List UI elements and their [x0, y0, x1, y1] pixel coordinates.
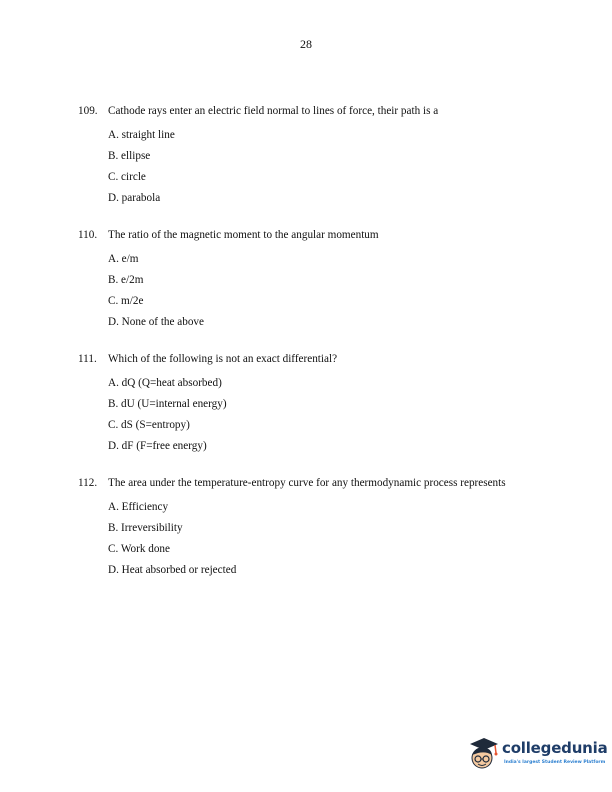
question-number: 109. — [78, 105, 98, 117]
options-list — [108, 500, 578, 584]
page-number: 28 — [300, 37, 312, 51]
option-a: A. straight line — [108, 129, 175, 141]
option-d: D. dF (F=free energy) — [108, 440, 207, 452]
option-b: B. ellipse — [108, 150, 151, 162]
question-112 — [78, 476, 578, 584]
option-b: B. e/2m — [108, 274, 144, 286]
option-b: B. Irreversibility — [108, 522, 183, 534]
question-number: 111. — [78, 353, 97, 365]
question-line — [78, 228, 578, 242]
options-list — [108, 252, 578, 336]
question-text: The ratio of the magnetic moment to the angular momentum — [108, 229, 379, 241]
question-111 — [78, 352, 578, 460]
logo-brand: collegedunia — [502, 739, 608, 757]
option-d: D. Heat absorbed or rejected — [108, 564, 237, 576]
option-c: C. dS (S=entropy) — [108, 419, 190, 431]
options-list — [108, 376, 578, 460]
question-109 — [78, 104, 578, 212]
question-110 — [78, 228, 578, 336]
option-a: A. e/m — [108, 253, 139, 265]
option-c: C. m/2e — [108, 295, 144, 307]
option-a: A. dQ (Q=heat absorbed) — [108, 377, 222, 389]
question-text: Which of the following is not an exact differential? — [108, 353, 338, 365]
question-number: 110. — [78, 229, 98, 241]
question-text: Cathode rays enter an electric field normal to lines of force, their path is a — [108, 105, 439, 117]
question-line — [78, 104, 578, 118]
option-d: D. None of the above — [108, 316, 204, 328]
option-c: C. circle — [108, 171, 146, 183]
collegedunia-logo — [464, 734, 608, 778]
question-line — [78, 352, 578, 366]
option-d: D. parabola — [108, 192, 161, 204]
mascot-icon — [464, 734, 504, 778]
question-line — [78, 476, 578, 490]
question-number: 112. — [78, 477, 98, 489]
option-c: C. Work done — [108, 543, 170, 555]
logo-tagline: India's largest Student Review Platform — [504, 760, 606, 765]
options-list — [108, 128, 578, 212]
question-text: The area under the temperature-entropy curve for any thermodynamic process represents — [108, 477, 506, 489]
option-a: A. Efficiency — [108, 501, 169, 513]
option-b: B. dU (U=internal energy) — [108, 398, 227, 410]
